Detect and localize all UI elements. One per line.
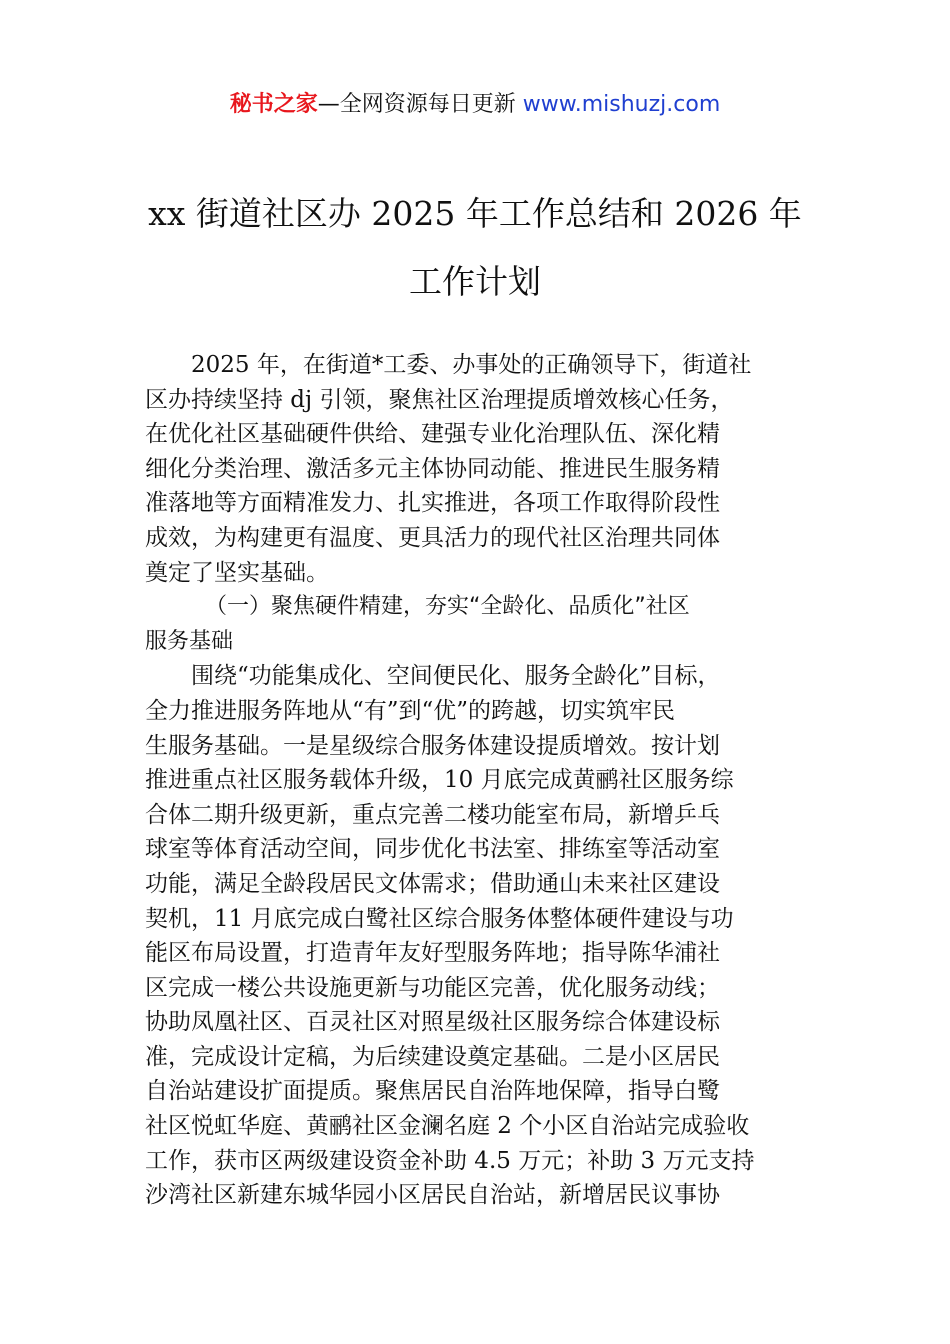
- section-body-line: 社区悦虹华庭、黄鹂社区金澜名庭 2 个小区自治站完成验收: [145, 1113, 750, 1140]
- section-heading-line: 服务基础: [145, 628, 234, 654]
- header-tagline: 全网资源每日更新: [339, 92, 516, 117]
- section-body-line: 围绕“功能集成化、空间便民化、服务全龄化”目标，: [191, 663, 721, 690]
- document-body: [145, 348, 815, 1213]
- header-dash: —: [317, 92, 340, 117]
- section-body-line: 功能，满足全龄段居民文体需求；借助通山未来社区建设: [145, 870, 720, 897]
- section-body-line: 沙湾社区新建东城华园小区居民自治站，新增居民议事协: [145, 1182, 720, 1209]
- document-title-line-1: xx 街道社区办 2025 年工作总结和 2026 年: [148, 194, 802, 233]
- section-body-line: 推进重点社区服务载体升级，10 月底完成黄鹂社区服务综: [145, 767, 734, 794]
- document-title-line-2: 工作计划: [409, 262, 541, 301]
- site-url-link[interactable]: www.mishuzj.com: [522, 92, 721, 117]
- intro-line: 准落地等方面精准发力、扎实推进，各项工作取得阶段性: [145, 490, 720, 517]
- section-body-line: 自治站建设扩面提质。聚焦居民自治阵地保障，指导白鹭: [145, 1078, 720, 1105]
- section-body-line: 合体二期升级更新，重点完善二楼功能室布局，新增乒乓: [145, 801, 720, 828]
- section-body-line: 准，完成设计定稿，为后续建设奠定基础。二是小区居民: [145, 1043, 720, 1070]
- section-body-line: 能区布局设置，打造青年友好型服务阵地；指导陈华浦社: [145, 940, 720, 967]
- section-body-line: 生服务基础。一是星级综合服务体建设提质增效。按计划: [145, 732, 720, 759]
- section-body-line: 工作，获市区两级建设资金补助 4.5 万元；补助 3 万元支持: [145, 1147, 755, 1174]
- intro-line: 奠定了坚实基础。: [145, 559, 329, 586]
- intro-line: 在优化社区基础硬件供给、建强专业化治理队伍、深化精: [145, 421, 720, 448]
- intro-line: 2025 年，在街道*工委、办事处的正确领导下，街道社: [191, 352, 752, 378]
- section-body-line: 协助凤凰社区、百灵社区对照星级社区服务综合体建设标: [145, 1009, 720, 1036]
- section-body-line: 契机，11 月底完成白鹭社区综合服务体整体硬件建设与功: [145, 905, 734, 932]
- intro-line: 区办持续坚持 dj 引领，聚焦社区治理提质增效核心任务，: [145, 386, 734, 413]
- intro-line: 细化分类治理、激活多元主体协同动能、推进民生服务精: [145, 455, 720, 482]
- intro-line: 成效，为构建更有温度、更具活力的现代社区治理共同体: [145, 524, 720, 551]
- site-header: [0, 88, 950, 122]
- brand-name: 秘书之家: [229, 92, 318, 117]
- section-body-line: 全力推进服务阵地从“有”到“优”的跨越，切实筑牢民: [145, 697, 676, 724]
- section-heading-line: （一）聚焦硬件精建，夯实“全龄化、品质化”社区: [205, 594, 690, 620]
- section-body-line: 球室等体育活动空间，同步优化书法室、排练室等活动室: [145, 836, 720, 863]
- section-body-line: 区完成一楼公共设施更新与功能区完善，优化服务动线；: [145, 974, 720, 1001]
